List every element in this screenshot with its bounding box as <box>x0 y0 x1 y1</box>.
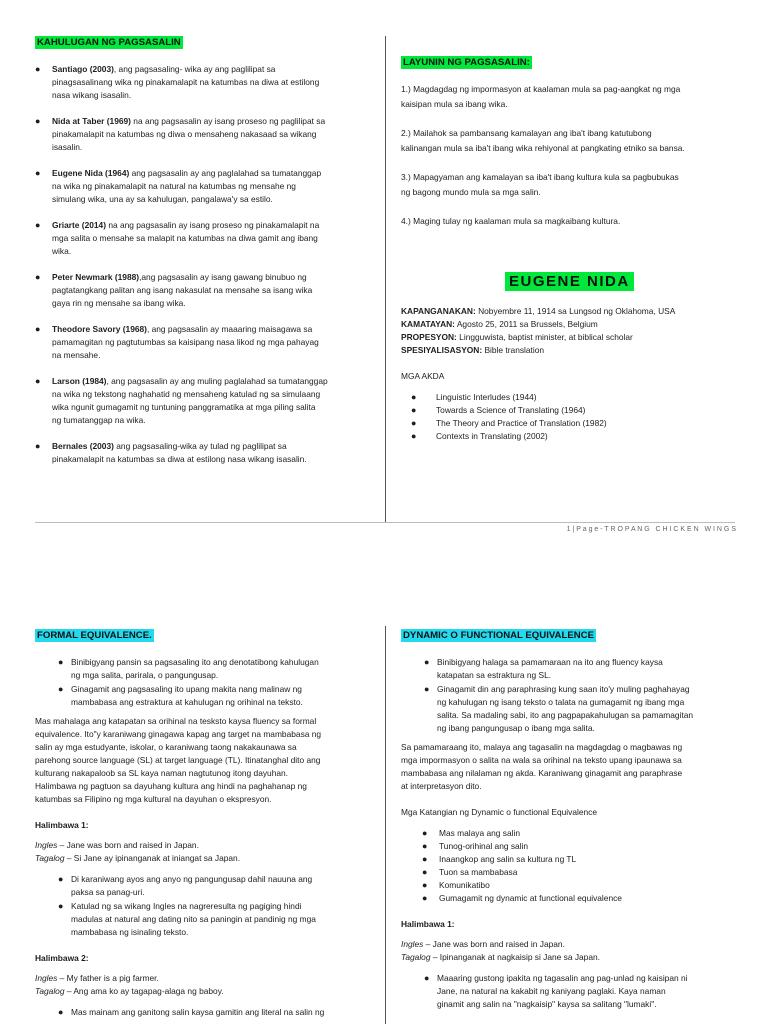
text-line: Ginagamit ang pagsasaling ito upang makita nang malinaw ng <box>71 684 302 694</box>
formal-bullets <box>35 656 380 709</box>
text-line: Jane, na natural na kakabit ng kaniyang paglaki. Kaya naman <box>437 986 666 996</box>
akda-title: Linguistic Interludes (1944) <box>436 392 537 402</box>
bullet-icon: ● <box>411 405 417 415</box>
text-line: Katulad ng sa wikang Ingles na nagreresulta ng pagiging hindi <box>71 901 302 911</box>
text-line: ng kahulugan ng isang teksto o talata na gumagamit ng ibang mga <box>437 697 685 707</box>
page2-right-column <box>401 629 751 1012</box>
text-line: ng ibang pangungusap o ibang mga salita. <box>437 723 595 733</box>
definition-text: ang pagsasalin ay ang paglalahad sa tumatanggap <box>129 168 322 178</box>
definition-item <box>35 375 375 427</box>
definition-author: Larson (1984) <box>52 376 107 386</box>
katangian-text: Mas malaya ang salin <box>439 828 520 838</box>
bio-value: Agosto 25, 2011 sa Brussels, Belgium <box>454 319 598 329</box>
bullet-icon: ● <box>35 168 41 178</box>
text-line: katapatan sa estraktura ng SL. <box>437 670 552 680</box>
text-line: nasa wikang isasalin. <box>52 90 132 100</box>
example-language: Ingles <box>35 840 58 850</box>
text-line: ng tumatanggap na wika. <box>52 415 146 425</box>
bullet-item <box>424 683 751 735</box>
bullet-icon: ● <box>422 828 428 838</box>
example-line <box>35 852 380 865</box>
bio-label: KAMATAYAN: <box>401 319 455 329</box>
bio-value: Lingguwista, baptist minister, at biblical scholar <box>456 332 633 342</box>
bullet-icon: ● <box>35 272 41 282</box>
text-line: Mas mahalaga ang katapatan sa orihinal na tesksto kaysa fluency sa formal <box>35 716 317 726</box>
bullet-icon: ● <box>422 841 428 851</box>
bio-row <box>401 344 751 357</box>
example-language: Tagalog <box>35 986 65 996</box>
text-line: simulang wika, una ay sa kahulugan, pangalawa'y sa estilo. <box>52 194 273 204</box>
bio-row <box>401 305 751 318</box>
layunin-item <box>401 214 741 229</box>
example-language: Tagalog <box>401 952 431 962</box>
text-line: Di karaniwang ayos ang anyo ng pangungusap dahil nauuna ang <box>71 874 313 884</box>
example-language: Ingles <box>35 973 58 983</box>
text-line: pagtatangkang palitan ang isang nakasulat na mensahe sa isang wika <box>52 285 313 295</box>
katangian-item <box>422 879 751 892</box>
definition-item <box>35 440 375 466</box>
layunin-item <box>401 82 741 112</box>
dynamic-example1-heading: Halimbawa 1: <box>401 919 455 929</box>
bullet-icon: ● <box>35 64 41 74</box>
definition-text: na ang pagsasalin ay isang proseso ng paglilipat sa <box>130 116 326 126</box>
layunin-item <box>401 126 741 156</box>
definition-text: , ang pagsasalin ay maaaring maisagawa sa <box>146 324 313 334</box>
bullet-icon: ● <box>424 973 430 983</box>
bullet-icon: ● <box>35 376 41 386</box>
akda-item <box>411 417 751 430</box>
text-line: Binibigyang pansin sa pagsasaling ito ang denotatibong kahulugan <box>71 657 319 667</box>
definition-first-line <box>52 323 375 336</box>
bullet-icon: ● <box>422 867 428 877</box>
definition-first-line <box>52 219 375 232</box>
katangian-text: Tunog-orihinal ang salin <box>439 841 529 851</box>
page1-footer: 1 | P a g e - T R O P A N G C H I C K E N W I N G S <box>566 526 736 533</box>
katangian-item <box>422 892 751 905</box>
bullet-icon: ● <box>58 874 64 884</box>
example-line <box>35 839 380 852</box>
definition-author: Griarte (2014) <box>52 220 106 230</box>
text-line: Halimbawa ng pagtuon sa dayuhang kultura ang hindi na paghahanap ng <box>35 781 307 791</box>
page1-right-column <box>401 56 741 229</box>
example-line <box>35 985 380 998</box>
bullet-item <box>424 656 751 682</box>
bullet-icon: ● <box>422 893 428 903</box>
definition-first-line <box>52 440 375 453</box>
definition-text: , ang pagsasaling- wika ay ang paglilipat sa <box>113 64 276 74</box>
bullet-item <box>424 972 751 1011</box>
text-line: na wika ng pinakamalapit na natural na katumbas ng mensahe ng <box>52 181 296 191</box>
kahulugan-heading: KAHULUGAN NG PAGSASALIN <box>37 37 181 48</box>
akda-list <box>401 391 751 443</box>
text-line: na mensahe. <box>52 350 101 360</box>
akda-item <box>411 391 751 404</box>
example-text: – Ang ama ko ay tagapag-alaga ng baboy. <box>64 986 224 996</box>
text-line: equivalence. Ito"y karaniwang ginagawa kapag ang target na mambabasa ng <box>35 729 322 739</box>
example-line <box>401 951 751 964</box>
text-line: gaya rin ng mensahe sa ibang wika. <box>52 298 186 308</box>
text-line: mambabasa ng isinaling teksto. <box>71 927 189 937</box>
page2-column-divider <box>385 626 386 1024</box>
bullet-icon: ● <box>424 657 430 667</box>
text-line: wika. <box>52 246 72 256</box>
katangian-text: Gumagamit ng dynamic at functional equivalence <box>439 893 622 903</box>
definition-first-line <box>52 115 375 128</box>
bullet-icon: ● <box>35 441 41 451</box>
example-language: Tagalog <box>35 853 65 863</box>
formal-example2-lines <box>35 972 380 998</box>
example-text: – My father is a pig farmer. <box>57 973 159 983</box>
layunin-item <box>401 170 741 200</box>
bullet-icon: ● <box>411 392 417 402</box>
definition-item <box>35 219 375 258</box>
bio-label: PROPESYON: <box>401 332 457 342</box>
bullet-icon: ● <box>411 431 417 441</box>
layunin-heading: LAYUNIN NG PAGSASALIN: <box>403 57 530 68</box>
akda-title: Contexts in Translating (2002) <box>436 431 548 441</box>
definition-author: Bernales (2003) <box>52 441 114 451</box>
bio-row <box>401 331 751 344</box>
example-text: – Jane was born and raised in Japan. <box>423 939 565 949</box>
definition-item <box>35 63 375 102</box>
bio-row <box>401 318 751 331</box>
text-line: pamamagitan ng pagtutumbas sa kaisipang nasa likod ng mga pahayag <box>52 337 319 347</box>
bullet-icon: ● <box>58 901 64 911</box>
bullet-icon: ● <box>35 220 41 230</box>
definition-author: Santiago (2003) <box>52 64 114 74</box>
text-line: isasalin. <box>52 142 83 152</box>
example-language: Ingles <box>401 939 424 949</box>
katangian-text: Komunikatibo <box>439 880 490 890</box>
text-line: salita. Sa madaling sabi, ito ang pagpapakahulugan sa pamamagitan <box>437 710 694 720</box>
text-line: 1.) Magdagdag ng impormasyon at kaalaman mula sa pag-aangkat ng mga <box>401 84 681 94</box>
definition-item <box>35 271 375 310</box>
formal-equivalence-heading: FORMAL EQUIVALENCE. <box>37 630 152 641</box>
akda-title: The Theory and Practice of Translation (1982) <box>436 418 607 428</box>
text-line: at interpretasyon dito. <box>401 781 482 791</box>
dynamic-example1-lines <box>401 938 751 964</box>
text-line: mambabasa ang nilalaman ng akda. Karaniwang ginagamit ang paraphrase <box>401 768 683 778</box>
formal-paragraph <box>35 715 380 806</box>
katangian-heading: Mga Katangian ng Dynamic o functional Equivalence <box>401 807 598 817</box>
definition-item <box>35 323 375 362</box>
text-line: parehong source language (SL) at target language (TL). Itinatanghal dito ang <box>35 755 321 765</box>
formal-example1-heading: Halimbawa 1: <box>35 820 89 830</box>
page1-column-divider <box>385 36 386 522</box>
page1-footer-rule <box>35 522 735 523</box>
definition-text: ang pagsasaling-wika ay tulad ng paglilipat sa <box>113 441 287 451</box>
dynamic-example1-bullet <box>401 972 751 1011</box>
nida-bio <box>401 305 751 443</box>
page2-left-column <box>35 629 380 1019</box>
text-line: katumbas sa Filipino ng mga kultural na dayuhan o ekspresyon. <box>35 794 272 804</box>
akda-item <box>411 430 751 443</box>
text-line: madulas at natural ang dating nito sa paningin at pandinig ng mga <box>71 914 316 924</box>
bullet-icon: ● <box>35 116 41 126</box>
definition-author: Peter Newmark (1988) <box>52 272 140 282</box>
definition-author: Eugene Nida (1964) <box>52 168 130 178</box>
bio-value: Nobyembre 11, 1914 sa Lungsod ng Oklahoma, USA <box>475 306 676 316</box>
text-line: ng bagong mundo mula sa mga salin. <box>401 187 541 197</box>
definition-first-line <box>52 375 375 388</box>
bio-label: SPESIYALISASYON: <box>401 345 483 355</box>
example-text: – Ipinanganak at nagkaisip si Jane sa Japan. <box>430 952 600 962</box>
bullet-icon: ● <box>422 880 428 890</box>
bio-label: KAPANGANAKAN: <box>401 306 476 316</box>
text-line: mambabasa ang estraktura at kahulugan ng orihinal na teksto. <box>71 697 303 707</box>
bullet-item <box>58 656 380 682</box>
text-line: kulturang nakapaloob sa SL kaya naman nagtutunog itong dayuhan. <box>35 768 288 778</box>
text-line: salin ay mga estudyante, iskolar, o karaniwang taong nakakaunawa sa <box>35 742 297 752</box>
definition-author: Nida at Taber (1969) <box>52 116 131 126</box>
text-line: mga salita o mensahe sa malapit na katumbas na diwa gamit ang ibang <box>52 233 318 243</box>
akda-item <box>411 404 751 417</box>
nida-title: EUGENE NIDA <box>505 272 634 291</box>
text-line: kalinangan mula sa iba't ibang wika rehiyonal at pangkating etniko sa bansa. <box>401 143 685 153</box>
definition-text: , ang pagsasalin ay ang muling paglalahad sa tumatanggap <box>106 376 328 386</box>
text-line: ginamit ang salin na "nagkaisip" kaysa sa salitang "lumaki". <box>437 999 657 1009</box>
text-line: 4.) Maging tulay ng kaalaman mula sa magkaibang kultura. <box>401 216 621 226</box>
katangian-item <box>422 827 751 840</box>
definition-item <box>35 115 375 154</box>
text-line: pinakamalapit na katumbas ng diwa o mensaheng nakasaad sa wikang <box>52 129 317 139</box>
dynamic-equivalence-heading: DYNAMIC O FUNCTIONAL EQUIVALENCE <box>403 630 594 641</box>
text-line: Maaaring gustong ipakita ng tagasalin ang pag-unlad ng kaisipan ni <box>437 973 688 983</box>
definition-first-line <box>52 271 375 284</box>
text-line: Sa pamamaraang ito, malaya ang tagasalin na magdagdag o magbawas ng <box>401 742 683 752</box>
text-line: kaisipan mula sa ibang wika. <box>401 99 508 109</box>
bullet-item <box>58 900 380 939</box>
text-line: Ginagamit din ang paraphrasing kung saan ito'y muling paghahayag <box>437 684 690 694</box>
bio-value: Bible translation <box>482 345 545 355</box>
definition-text: ,ang pagsasalin ay isang gawang binubuo ng <box>139 272 307 282</box>
definition-item <box>35 167 375 206</box>
text-line: pinagsasalinang wika ng pinakamalapit na katumbas na diwa at estilong <box>52 77 320 87</box>
bullet-icon: ● <box>411 418 417 428</box>
bio-list <box>401 305 751 357</box>
formal-example2-heading: Halimbawa 2: <box>35 953 89 963</box>
example-line <box>35 972 380 985</box>
katangian-item <box>422 866 751 879</box>
bullet-icon: ● <box>424 684 430 694</box>
katangian-text: Tuon sa mambabasa <box>439 867 518 877</box>
formal-example1-lines <box>35 839 380 865</box>
dynamic-bullets <box>401 656 751 735</box>
formal-example2-bullet: ● Mas mainam ang ganitong salin kaysa gamitin ang literal na salin ng <box>58 1007 325 1017</box>
text-line: na wika ng tekstong naghahatid ng mensaheng katulad ng sa simulaang <box>52 389 321 399</box>
bullet-item <box>58 873 380 899</box>
formal-example1-bullets <box>35 873 380 939</box>
example-text: – Si Jane ay ipinanganak at iniangat sa Japan. <box>64 853 241 863</box>
example-line <box>401 938 751 951</box>
katangian-list <box>401 827 751 905</box>
text-line: wika ngunit gumagamit ng tuntuning panggramatika at mga piling salita <box>52 402 316 412</box>
text-line: pinakamalapit na katumbas sa diwa at estilong nasa wikang isasalin. <box>52 454 307 464</box>
layunin-list <box>401 82 741 229</box>
definition-first-line <box>52 167 375 180</box>
definition-author: Theodore Savory (1968) <box>52 324 147 334</box>
dynamic-paragraph <box>401 741 751 793</box>
example-text: – Jane was born and raised in Japan. <box>57 840 199 850</box>
text-line: paksa sa panag-uri. <box>71 887 145 897</box>
text-line: ng mga salita, parirala, o pangungusap. <box>71 670 219 680</box>
text-line: 2.) Mailahok sa pambansang kamalayan ang iba't ibang katutubong <box>401 128 652 138</box>
akda-heading: MGA AKDA <box>401 371 445 381</box>
bullet-icon: ● <box>58 684 64 694</box>
definition-text: na ang pagsasalin ay isang proseso ng pinakamalapit na <box>106 220 320 230</box>
kahulugan-list <box>35 63 375 466</box>
text-line: 3.) Mapagyaman ang kamalayan sa iba't ibang kultura kula sa pagbubukas <box>401 172 679 182</box>
katangian-item <box>422 840 751 853</box>
definition-first-line <box>52 63 375 76</box>
text-line: Binibigyang halaga sa pamamaraan na ito ang fluency kaysa <box>437 657 663 667</box>
bullet-icon: ● <box>35 324 41 334</box>
katangian-item <box>422 853 751 866</box>
bullet-icon: ● <box>58 657 64 667</box>
text-line: mga impormasyon o salita na wala sa orihinal na teksto upang ipaunawa sa <box>401 755 682 765</box>
bullet-icon: ● <box>422 854 428 864</box>
page1-left-column <box>35 36 375 479</box>
akda-title: Towards a Science of Translating (1964) <box>436 405 586 415</box>
katangian-text: Inaangkop ang salin sa kultura ng TL <box>439 854 577 864</box>
bullet-item <box>58 683 380 709</box>
